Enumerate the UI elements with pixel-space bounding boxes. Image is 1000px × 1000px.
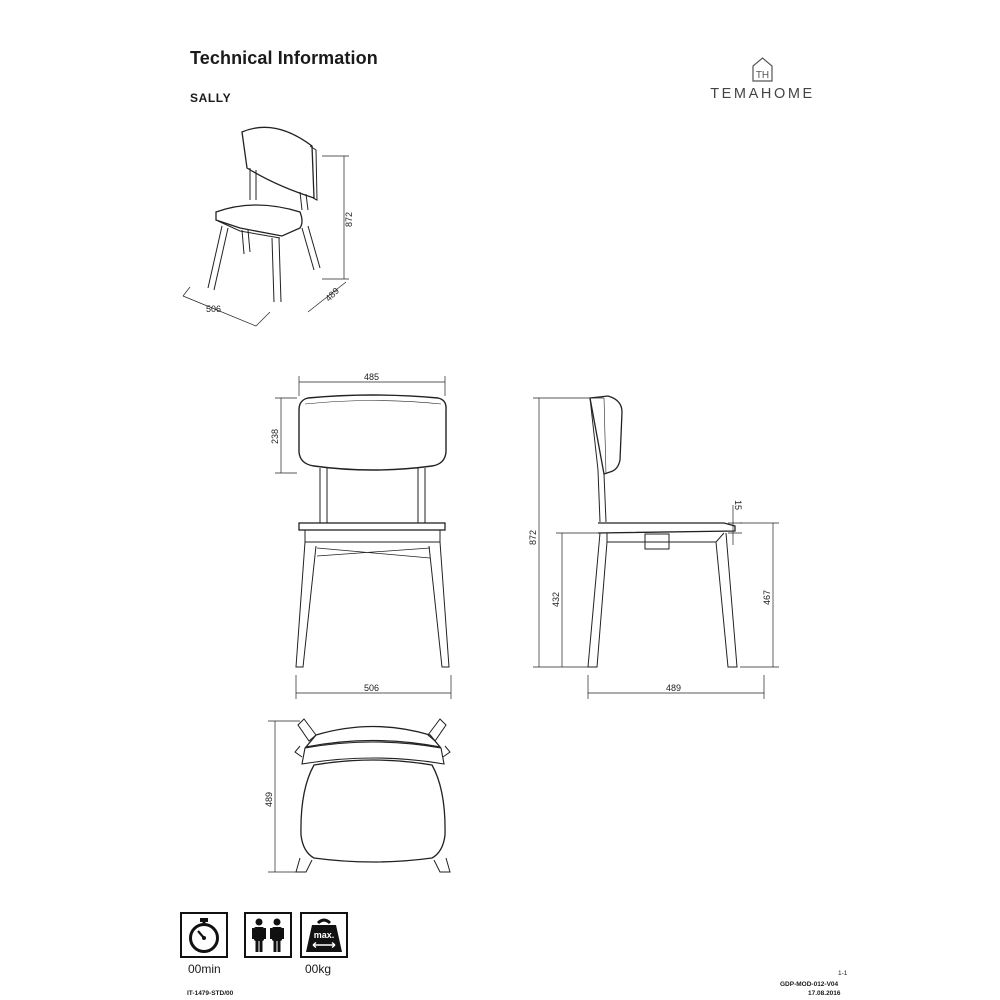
stopwatch-icon: [182, 914, 226, 956]
side-leg-height-label: 467: [762, 589, 772, 605]
model-name: SALLY: [190, 91, 232, 105]
doc-date: 17.08.2016: [808, 990, 841, 997]
doc-code: IT-1479-STD/00: [187, 990, 234, 997]
iso-depth-label: 489: [323, 285, 342, 304]
side-height-label: 872: [528, 529, 538, 545]
max-weight-label: 00kg: [305, 962, 332, 976]
top-view: [264, 719, 450, 872]
iso-chair-view: [183, 127, 354, 326]
side-depth-label: 489: [666, 683, 682, 693]
top-depth-label: 489: [264, 791, 274, 807]
side-seat-height-label: 432: [551, 591, 561, 607]
logo-mark: TH: [755, 70, 770, 81]
max-weight-icon: [302, 914, 346, 956]
assembly-time-label: 00min: [188, 962, 221, 976]
page-number: 1-1: [838, 970, 848, 977]
front-width-bottom-label: 506: [364, 683, 380, 693]
form-code: GDP-MOD-012-V04: [780, 981, 839, 988]
front-view: [270, 372, 451, 699]
brand-name: TEMAHOME: [710, 86, 815, 102]
assembly-persons-box: [244, 912, 292, 958]
side-seat-thickness-label: 15: [733, 500, 743, 511]
side-view: [528, 396, 779, 699]
assembly-time-box: [180, 912, 228, 958]
max-weight-box: [300, 912, 348, 958]
iso-height-label: 872: [344, 211, 354, 227]
page-title: Technical Information: [190, 48, 378, 68]
two-people-icon: [246, 914, 290, 956]
front-width-top-label: 485: [364, 372, 380, 382]
iso-width-label: 506: [206, 304, 222, 314]
max-text: max.: [313, 930, 335, 940]
front-back-height-label: 238: [270, 428, 280, 444]
